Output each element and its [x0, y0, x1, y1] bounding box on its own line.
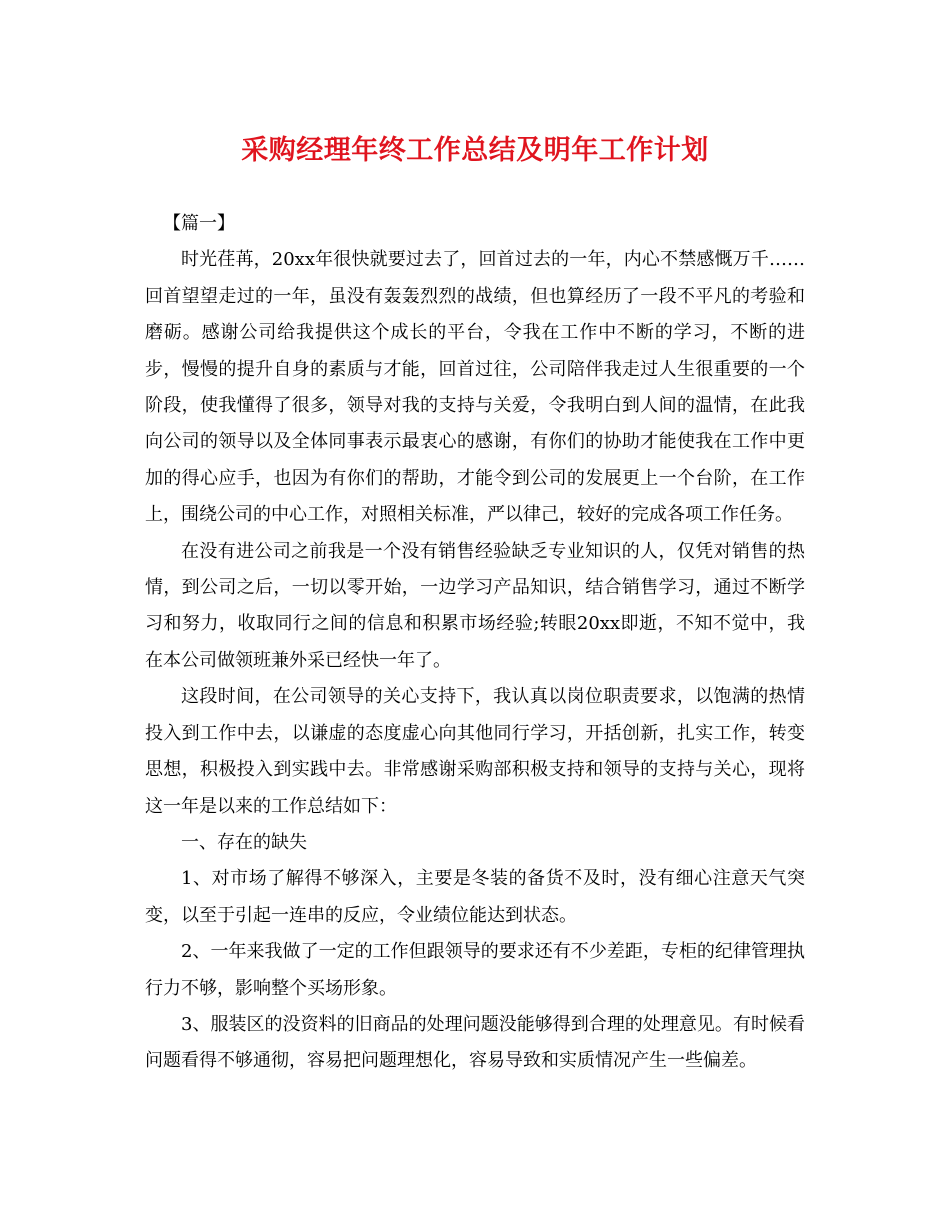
paragraph: 这段时间，在公司领导的关心支持下，我认真以岗位职责要求，以饱满的热情投入到工作中去，以谦虚的态度虚心向其他同行学习，开括创新，扎实工作，转变思想，积极投入到实践中去。非常感谢采购部积极支持和领导的支持与关心，现将这一年是以来的工作总结如下：	[145, 686, 805, 817]
paragraph: 一、存在的缺失	[181, 831, 307, 853]
paragraph: 1、对市场了解得不够深入，主要是冬装的备货不及时，没有细心注意天气突变，以至于引起一连串的反应，令业绩位能达到状态。	[145, 868, 805, 926]
document-title: 采购经理年终工作总结及明年工作计划	[241, 135, 709, 166]
document-body	[145, 206, 805, 1080]
section-label: 【篇一】	[163, 213, 235, 234]
paragraph: 时光荏苒，20xx年很快就要过去了，回首过去的一年，内心不禁感慨万千……回首望望走过的一年，虽没有轰轰烈烈的战绩，但也算经历了一段不平凡的考验和磨砺。感谢公司给我提供这个成长的平台，令我在工作中不断的学习，不断的进步，慢慢的提升自身的素质与才能，回首过往，公司陪伴我走过人生很重要的一个阶段，使我懂得了很多，领导对我的支持与关爱，令我明白到人间的温情，在此我向公司的领导以及全体同事表示最衷心的感谢，有你们的协助才能使我在工作中更加的得心应手，也因为有你们的帮助，才能令到公司的发展更上一个台阶，在工作上，围绕公司的中心工作，对照相关标准，严以律己，较好的完成各项工作任务。	[145, 249, 805, 526]
paragraph: 2、一年来我做了一定的工作但跟领导的要求还有不少差距，专柜的纪律管理执行力不够，影响整个买场形象。	[145, 941, 805, 999]
paragraph: 在没有进公司之前我是一个没有销售经验缺乏专业知识的人，仅凭对销售的热情，到公司之后，一切以零开始，一边学习产品知识，结合销售学习，通过不断学习和努力，收取同行之间的信息和积累市场经验;转眼20xx即逝，不知不觉中，我在本公司做领班兼外采已经快一年了。	[145, 540, 805, 671]
paragraph: 3、服装区的没资料的旧商品的处理问题没能够得到合理的处理意见。有时候看问题看得不够通彻，容易把问题理想化，容易导致和实质情况产生一些偏差。	[145, 1013, 805, 1072]
